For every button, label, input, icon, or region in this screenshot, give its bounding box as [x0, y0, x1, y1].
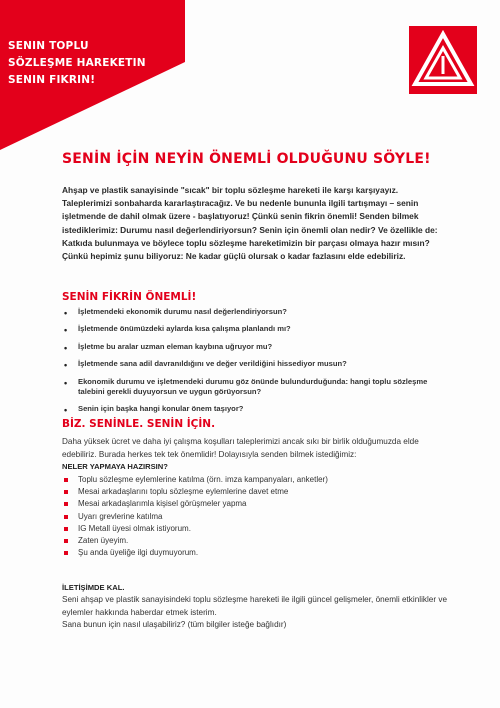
contact-title: İLETİŞİMDE KAL.	[62, 583, 125, 592]
bullet-icon: •	[64, 308, 68, 318]
bullet-icon: •	[64, 405, 68, 416]
checkbox-icon[interactable]	[64, 478, 68, 482]
intro-paragraph: Ahşap ve plastik sanayisinde "sıcak" bir toplu sözleşme hareketi ile karşı karşıyayız. Taleplerimizi sonbaharda kararlaştıracağız. Ve bu nedenle bununla ilgili tartışmayı – senin işletmende de dahil olmak üzere - başlatıyoruz! Çünkü senin fikrin önemli! Senden bilmek istediklerimiz: Durumu nasıl değerlendiriyorsun? Senin için önemli olan nedir? Ve özellikle de: Katkıda bulunmaya ve böylece toplu sözleşme hareketimizin bir parçası olmaya hazır mısın? Çünkü hepimiz şunu biliyoruz: Ne kadar güçlü olursak o kadar fazlasını elde edebiliriz.	[62, 185, 438, 262]
list-item	[62, 377, 447, 398]
bullet-icon: •	[64, 325, 68, 336]
checkbox-icon[interactable]	[64, 527, 68, 531]
bullet-icon: •	[64, 360, 68, 371]
option-item[interactable]	[62, 511, 328, 523]
checkbox-icon[interactable]	[64, 490, 68, 494]
section-title: BİZ. SENİNLE. SENİN İÇİN.	[62, 418, 216, 430]
banner-line: SENIN FIKRIN!	[8, 74, 96, 86]
list-item	[62, 359, 447, 369]
list-item	[62, 307, 447, 317]
option-label: Mesai arkadaşlarını toplu sözleşme eylemlerine davet etme	[78, 487, 289, 497]
option-item[interactable]	[62, 535, 328, 547]
list-item-text: İşletme bu aralar uzman eleman kaybına uğruyor mu?	[78, 341, 273, 351]
option-label: Zaten üyeyim.	[78, 536, 129, 546]
option-label: Uyarı grevlerine katılma	[78, 511, 163, 521]
option-item[interactable]	[62, 547, 328, 559]
page-title: SENİN İÇİN NEYİN ÖNEMLİ OLDUĞUNU SÖYLE!	[62, 151, 431, 167]
list-item-text: İşletmendeki ekonomik durumu nasıl değerlendiriyorsun?	[78, 307, 287, 316]
banner-line: SENIN TOPLU	[8, 40, 89, 52]
section-paragraph: Daha yüksek ücret ve daha iyi çalışma koşulları taleplerimizi ancak sıkı bir birlik olduğumuzda elde edebiliriz. Burada herkes tek tek önemlidir! Dolayısıyla senden bilmek istediğimiz:	[62, 437, 419, 459]
bullet-icon: •	[64, 342, 68, 353]
option-item[interactable]	[62, 498, 328, 510]
list-item-text: Ekonomik durumu ve işletmendeki durumu göz önünde bulundurduğunda: hangi toplu sözleşme talebini gerekli duyuyorsun ve uygun görüyorsun?	[78, 376, 428, 397]
options-list	[62, 474, 328, 559]
option-item[interactable]	[62, 474, 328, 486]
checkbox-icon[interactable]	[64, 539, 68, 543]
checkbox-icon[interactable]	[64, 502, 68, 506]
option-label: Şu anda üyeliğe ilgi duymuyorum.	[78, 548, 199, 558]
option-label: Toplu sözleşme eylemlerine katılma (örn. imza kampanyaları, anketler)	[78, 475, 328, 484]
contact-question: Sana bunun için nasıl ulaşabiliriz? (tüm bilgiler isteğe bağlıdır)	[62, 620, 287, 629]
checkbox-icon[interactable]	[64, 515, 68, 519]
list-item-text: İşletmende sana adil davranıldığını ve değer verildiğini hissediyor musun?	[78, 359, 347, 369]
banner-text	[8, 38, 146, 89]
list-item-text: İşletmende önümüzdeki aylarda kısa çalışma planlandı mı?	[78, 324, 291, 334]
banner-line: SÖZLEŞME HAREKETIN	[8, 57, 146, 69]
checkbox-icon[interactable]	[64, 551, 68, 555]
list-item	[62, 342, 447, 352]
list-item	[62, 324, 447, 334]
option-item[interactable]	[62, 486, 328, 498]
option-label: Mesai arkadaşlarımla kişisel görüşmeler yapma	[78, 499, 247, 509]
bullet-icon: •	[64, 377, 68, 388]
header-banner	[0, 0, 185, 150]
section-title: SENİN FİKRİN ÖNEMLİ!	[62, 291, 197, 303]
option-label: IG Metall üyesi olmak istiyorum.	[78, 523, 191, 533]
question-label: NELER YAPMAYA HAZIRSIN?	[62, 462, 168, 471]
ig-metall-logo-icon	[409, 26, 477, 94]
option-item[interactable]	[62, 523, 328, 535]
list-item-text: Senin için başka hangi konular önem taşıyor?	[78, 404, 244, 414]
contact-paragraph: Seni ahşap ve plastik sanayisindeki toplu sözleşme hareketi ile ilgili güncel gelişmeler, önemli etkinlikler ve eylemler hakkında haberdar etmek isterim.	[62, 595, 448, 617]
question-list	[62, 307, 447, 422]
list-item	[62, 404, 447, 414]
